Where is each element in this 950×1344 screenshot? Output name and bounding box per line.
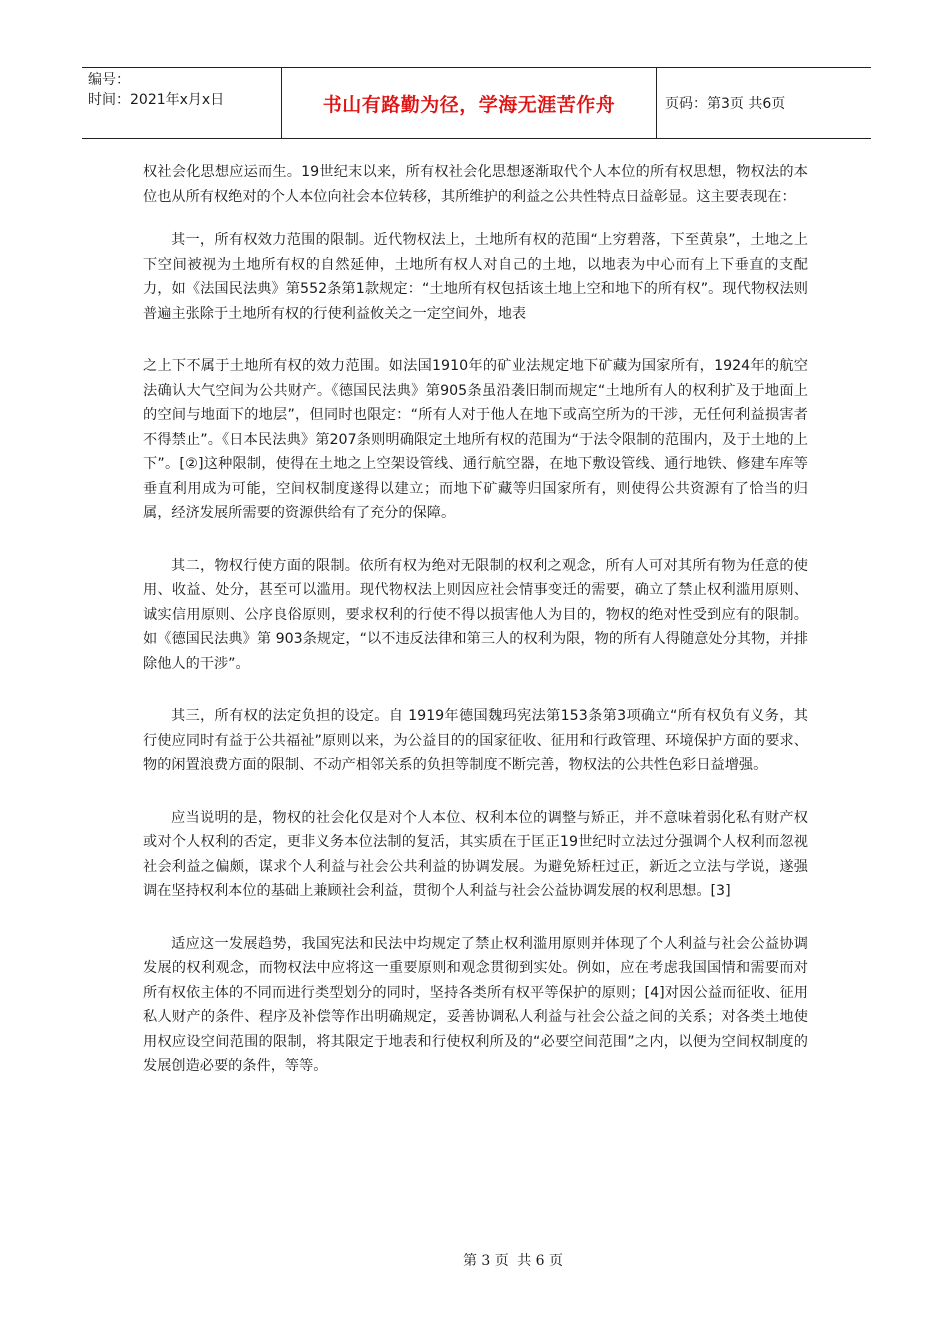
- number-label: 编号：: [88, 72, 130, 88]
- footer-page-number: 第 3 页: [462, 1253, 509, 1269]
- footer-total-pages: 共 6 页: [517, 1253, 564, 1269]
- document-body: [143, 160, 808, 1107]
- paragraph: 其三，所有权的法定负担的设定。自 1919年德国魏玛宪法第153条第3项确立“所有权负有义务，其行使应同时有益于公共福祉”原则以来，为公益目的的国家征收、征用和行政管理、环境保护方面的要求、物的闲置浪费方面的限制、不动产相邻关系的负担等制度不断完善，物权法的公共性色彩日益增强。: [143, 708, 808, 773]
- paragraph: 其二，物权行使方面的限制。依所有权为绝对无限制的权利之观念，所有人可对其所有物为任意的使用、收益、处分，甚至可以滥用。现代物权法上则因应社会情事变迁的需要，确立了禁止权利滥用原则、诚实信用原则、公序良俗原则，要求权利的行使不得以损害他人为目的，物权的绝对性受到应有的限制。如《德国民法典》第 903条规定，“以不违反法律和第三人的权利为限，物的所有人得随意处分其物，并排除他人的干涉”。: [143, 557, 808, 672]
- header-motto: 书山有路勤为径，学海无涯苦作舟: [282, 68, 657, 138]
- document-header: [82, 67, 871, 139]
- paragraph: 之上下不属于土地所有权的效力范围。如法国1910年的矿业法规定地下矿藏为国家所有，1924年的航空法确认大气空间为公共财产。《德国民法典》第905条虽沿袭旧制而规定“土地所有人的权利扩及于地面上的空间与地面下的地层”，但同时也限定：“所有人对于他人在地下或高空所为的干涉，无任何利益损害者不得禁止”。《日本民法典》第207条则明确限定土地所有权的范围为“于法令限制的范围内，及于土地的上下”。[②]这种限制，使得在土地之上空架设管线、通行航空器，在地下敷设管线、通行地铁、修建车库等垂直利用成为可能，空间权制度遂得以建立；而地下矿藏等归国家所有，则使得公共资源有了恰当的归属，经济发展所需要的资源供给有了充分的保障。: [143, 358, 808, 521]
- paragraph: 其一，所有权效力范围的限制。近代物权法上，土地所有权的范围“上穷碧落，下至黄泉”，土地之上下空间被视为土地所有权的自然延伸，土地所有权人对自己的土地，以地表为中心而有上下垂直的支配力，如《法国民法典》第552条第1款规定：“土地所有权包括该土地上空和地下的所有权”。现代物权法则普遍主张除于土地所有权的行使利益攸关之一定空间外，地表: [143, 232, 808, 322]
- date-label: 时间：2021年x月x日: [88, 92, 225, 108]
- paragraph: 权社会化思想应运而生。19世纪末以来，所有权社会化思想逐渐取代个人本位的所有权思想，物权法的本位也从所有权绝对的个人本位向社会本位转移，其所维护的利益之公共性特点日益彰显。这主要表现在：: [143, 164, 808, 205]
- header-meta: [82, 68, 282, 138]
- paragraph: 应当说明的是，物权的社会化仅是对个人本位、权利本位的调整与矫正，并不意味着弱化私有财产权或对个人权利的否定，更非义务本位法制的复活，其实质在于匡正19世纪时立法过分强调个人权利而忽视社会利益之偏颇，谋求个人利益与社会公共利益的协调发展。为避免矫枉过正，新近之立法与学说，遂强调在坚持权利本位的基础上兼顾社会利益，贯彻个人利益与社会公益协调发展的权利思想。[3]: [143, 809, 808, 899]
- paragraph: 适应这一发展趋势，我国宪法和民法中均规定了禁止权利滥用原则并体现了个人利益与社会公益协调发展的权利观念，而物权法中应将这一重要原则和观念贯彻到实处。例如，应在考虑我国国情和需要而对所有权依主体的不同而进行类型划分的同时，坚持各类所有权平等保护的原则；[4]对因公益而征收、征用私人财产的条件、程序及补偿等作出明确规定，妥善协调私人利益与社会公益之间的关系；对各类土地使用权应设空间范围的限制，将其限定于地表和行使权利所及的“必要空间范围”之内，以便为空间权制度的发展创造必要的条件，等等。: [143, 935, 808, 1074]
- header-page-label: 页码：第3页 共6页: [665, 96, 786, 112]
- page-footer: [0, 1250, 950, 1270]
